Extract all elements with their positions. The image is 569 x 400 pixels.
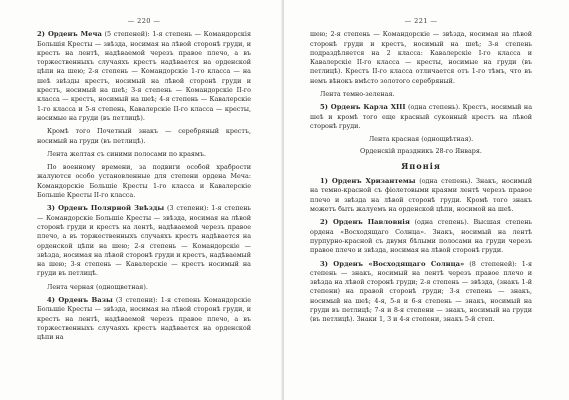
paragraph (310, 103, 532, 131)
order-heading: 2) Орденъ Меча (37, 30, 102, 39)
order-heading: 2) Орденъ Павловнiя (320, 218, 410, 227)
paragraph-text: Крестъ, носимый на шеѣ и кромѣ того еще красный суконный крестъ на лѣвой сторонѣ груди. (310, 103, 533, 130)
left-page (0, 0, 284, 400)
order-heading: 4) Орденъ Вазы (47, 296, 113, 305)
paragraph-text: Высшая степень ордена «Восходящаго Солнца». Знакъ, носимый на лентѣ пурпурно-красной съ двумя бѣлыми полосами на груди черезъ правое плечо и звѣзда, носимая на лѣвой сторонѣ груди. (310, 218, 532, 255)
paragraph (310, 177, 532, 214)
paragraph (37, 30, 251, 123)
right-page (284, 0, 569, 400)
paragraph-text: 1-я степень — знакъ, носимый на лентѣ черезъ правое плечо и звѣзда на лѣвой сторонѣ груди; 2-я степень — звѣзда, (знакъ 1-й степени) на правой сторонѣ груди; 3-я степень — знакъ, носимый на шеѣ; 4-я, 5-я и 6-я степень — знакъ, носимый на груди въ петлицѣ; 7-я и 8-я степени — знакъ, носимый на груди (въ петлицѣ). Знаки 1, 3 и 4-я степени, знакъ 5-й степ. (310, 259, 532, 324)
centered-line: Орденскiй праздникъ 28-го Января. (360, 146, 482, 155)
order-heading-subtitle: (одна степень). (409, 218, 474, 227)
paragraph: Лента черная (однощветная). (47, 282, 148, 291)
order-heading-subtitle: (5 степеней): (101, 30, 153, 39)
order-heading-subtitle: (одна степень). (405, 103, 463, 112)
paragraph-text: 1-я степень — Командорскiя Большiя Кресты — звѣзда, носимая на лѣвой сторонѣ груди, и крестъ на лентѣ, надѣваемой черезъ правое плечо, а въ торжественныхъ случаяхъ крестъ надѣвается на орденской цѣпи на шею; 2-я степень — Командорскiе 1-го класса — на шеѣ звѣзды крестъ, носимый на лѣвой сторонѣ груди и крестъ, носимый на шеѣ; 3-я степень — Командорскiе II-го класса — крестъ, носимый на шеѣ; 4-я степень — Кавалерскiе 1-го класса и 5-я степень, Кавалерскiе II-го класса — кресты, носимые на груди (въ петлицѣ). (37, 30, 251, 122)
order-heading-subtitle: (одна степень). (415, 177, 476, 186)
order-heading: 3) Орденъ Полярной Звѣзды (47, 204, 165, 213)
paragraph-text: Знакъ, носимый на темно-красной съ фiолетовыми краями лентѣ черезъ правое плечо и звѣзда на лѣвой сторонѣ груди. Кромѣ того знакъ можетъ быть жалуемъ на орденской цѣпи, носимой на шеѣ. (310, 177, 533, 214)
order-heading-subtitle: (3 степени): (112, 296, 161, 305)
order-heading: 3) Орденъ «Восходящаго Солнца» (320, 259, 465, 268)
order-heading: 1) Орденъ Хризантемы (320, 177, 416, 186)
paragraph: По военному времени, за подвиги особой храбрости жалуются особо установленные для степени ордена Меча: Командорскiе Большiе Кресты 1-го класса и Кавалерскiе Большiе Кресты II-го класса. (37, 163, 251, 200)
paragraph: шею; 2-я степень — Командорскiе — звѣзда, носимая на лѣвой сторонѣ груди и крестъ, носимый на шеѣ; 3-я степень подраздѣляется на 2 класса: Кавалерскiе I-го класса и Кавалерскiе II-го класса — кресты, носимые на груди (въ петлицѣ). Крестъ II-го класса отличается отъ 1-го тѣмъ, что въ немъ вѣнокъ вмѣсто золотого серебряный. (310, 30, 532, 85)
section-title: Японiя (401, 160, 441, 171)
paragraph: Лента темно-зеленая. (320, 90, 395, 99)
paragraph-text: 1-я степень — Командорскiе Большiе Кресты — звѣзда, носимая на лѣвой сторонѣ груди и крестъ на лентѣ, надѣваемой черезъ правое плечо, а въ торжественныхъ случаяхъ крестъ надѣвается на орденской цѣпи на шею; 2-я степень — Командорскiе — звѣзда, носимая на лѣвой сторонѣ груди и крестъ, надѣваемый на шею; 3-я степень — Кавалерскiе — крестъ носимый на груди въ петлицѣ. (37, 204, 252, 278)
page-number: — 220 — (127, 17, 161, 25)
paragraph: Кромѣ того Почетный знакъ — серебряный крестъ, носимый на груди (въ петлицѣ). (37, 127, 251, 145)
paragraph (310, 260, 532, 325)
order-heading-subtitle: (8 степеней): (464, 259, 522, 268)
paragraph (37, 204, 251, 278)
left-page-content (37, 17, 251, 347)
paragraph (310, 218, 532, 255)
right-page-content (310, 17, 532, 329)
paragraph: Лента желтая съ синими полосами по краямъ. (47, 149, 206, 158)
paragraph (37, 296, 251, 342)
order-heading: 5) Орденъ Карла XIII (320, 103, 406, 112)
paragraph-text: 1-я степень Командорскiе Большiе Кресты — звѣзда, носимая на лѣвой сторонѣ груди, и крестъ на лентѣ, надѣваемой черезъ правое плечо, а въ торжественныхъ случаяхъ крестъ надѣвается на орденской цѣпи на (37, 296, 251, 342)
page-number: — 221 — (404, 17, 438, 25)
centered-line: Лента красная (однощвѣтная). (368, 135, 474, 144)
order-heading-subtitle: (3 степени): (164, 204, 212, 213)
